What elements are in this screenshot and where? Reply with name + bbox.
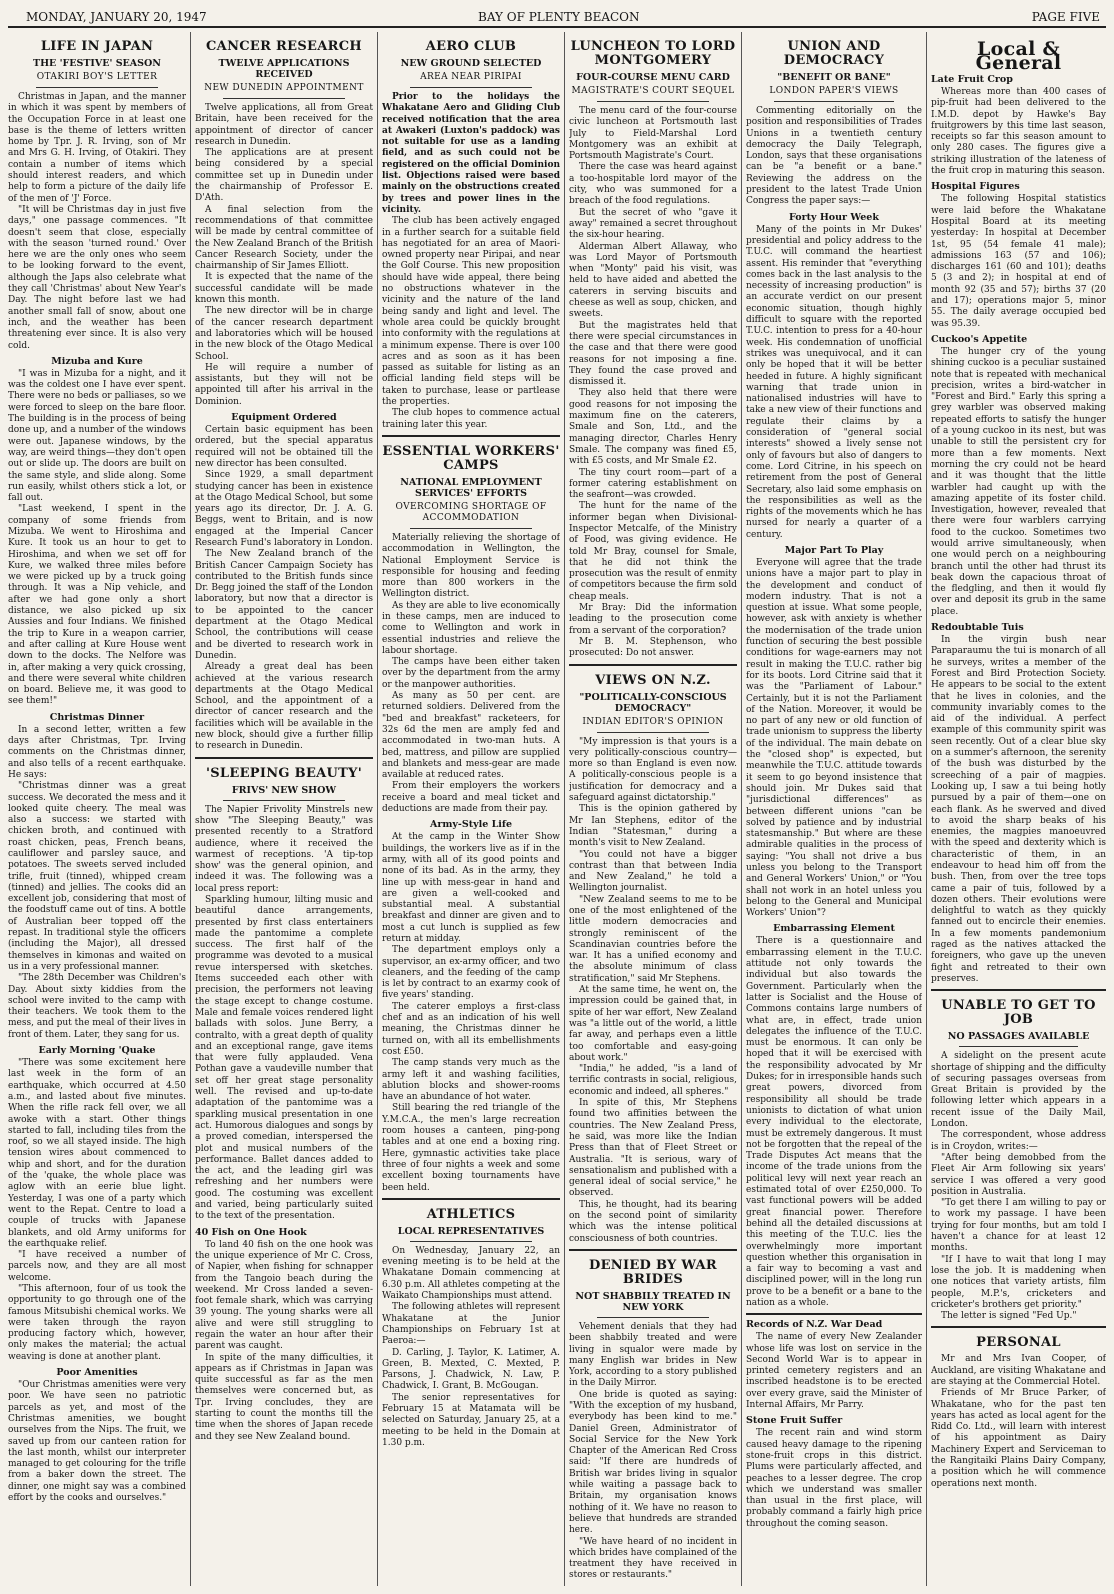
divider [223,800,345,801]
paragraph: Alderman Albert Allaway, who was Lord Mayor of Portsmouth when "Monty" paid his visit, was held to have aided and abetted the caterers in serving biscuits and cheese as well as soup, chicken, and sweets. [569,241,737,320]
divider [959,1046,1078,1047]
subheadline: "POLITICALLY-CONSCIOUS DEMOCRACY" [579,691,727,714]
paragraph: Twelve applications, all from Great Britain, have been received for the appointment of director of cancer research in Dunedin. [195,103,373,147]
subheadline: LOCAL REPRESENTATIVES [397,1225,545,1237]
paragraph: "India," he added, "is a land of terrific contrasts in social, religious, economic and indeed, all spheres." [569,1064,737,1097]
article [746,1313,922,1411]
paragraph: Certain basic equipment has been ordered, but the special apparatus required will not be obtained till the new director has been consulted. [195,425,373,469]
subheadline: FRIVS' NEW SHOW [231,784,337,796]
section-heading: Forty Hour Week [789,211,879,223]
article [931,181,1106,330]
paragraph: "Christmas dinner was a great success. We decorated the mess and it looked quite cheery. The meal was also a success: we started with chicken broth, and continued with roast chicken, peas, French beans, cauliflower and parsley sauce, and potatoes. The sweets served included trifle, fruit (tinned), whipped cream (tinned) and jellies. The cooks did an excellent job, considering that most of the foodstuff came out of tins. A bottle of Australian beer topped off the repast. In traditional style the officers (including the Major), all dressed themselves in kimonas and waited on us in a very professional manner. [8,781,186,972]
subheadline: LONDON PAPER'S VIEWS [769,86,899,96]
headline: UNABLE TO GET TO JOB [941,998,1096,1028]
paragraph: This, he thought, had its bearing on the second point of similarity which was the intense political consciousness of both countries. [569,1199,737,1244]
article [8,1367,186,1504]
paragraph: The department employs only a supervisor, an ex-army officer, and two cleaners, and the feeding of the camp is let by contract to an exarmy cook of five years' standing. [382,945,560,1001]
divider [410,528,532,529]
article [931,334,1106,618]
section-heading: Early Morning 'Quake [38,1045,156,1057]
subheadline: MAGISTRATE'S COURT SEQUEL [571,86,735,96]
paragraph: "The 28th December was Children's Day. About sixty kiddies from the school were invited to the camp with their teachers. We took them to the mess, and put the meal of their lives in front of them. Later, they sang for us. [8,973,186,1040]
paragraph: "You could not have a bigger contrast than that between India and New Zealand," he told a Wellington journalist. [569,849,737,894]
headline: CANCER RESEARCH [206,39,362,54]
paragraph: Vehement denials that they had been shabbily treated and were living in squalor were made by many English war brides in New York, according to a story published in the Daily Mirror. [569,1321,737,1389]
paragraph: Many of the points in Mr Dukes' presidential and policy address to the T.U.C. will command the heartiest assent. His reminder that "everything comes back in the last analysis to the necessity of increasing production" is an accurate verdict on our present economic situation, though highly difficult to square with the reported T.U.C. intention to press for a 40-hour week. His condemnation of unofficial strikes was unequivocal, and it can only be hoped that it will be better heeded in future. A highly significant warning that trade union in nationalised industries will have to take a new view of their functions and regulate their claims by a consideration of "general social interests" showed a lively sense not only of favours but also of dangers to come. Lord Citrine, in his speech on retirement from the post of General Secretary, also laid some emphasis on the responsibilities as well as the rights of the movements which he has nursed for nearly a quarter of a century. [746,224,922,540]
article [8,1045,186,1363]
article [746,1415,922,1530]
paragraph: The new director will be in charge of the cancer research department and laboratories which will be housed in the new block of the Otago Medical School. [195,306,373,362]
section-heading: Army-Style Life [429,819,513,831]
divider [36,87,158,88]
divider [597,1317,709,1318]
paragraph: "Last weekend, I spent in the company of some friends from Mizuba. We went to Hiroshima and Kure. It took us an hour to get to Hiroshima, and when we set off for Kure, we walked three miles before we were picked up by a truck going through. It was a Nip vehicle, and after we had gone only a short distance, we also picked up six Aussies and four Indians. We finished the trip to Kure in a weapon carrier, and after calling at Kure House went down to the docks. The Nelfore was in, after making a very quick crossing, and there were several white children on board. Believe me, it was good to see them!" [8,504,186,707]
section-heading: Mizuba and Kure [51,355,143,367]
subheadline: INDIAN EDITOR'S OPINION [582,716,724,727]
paragraph: At the same time, he went on, the impression could be gained that, in spite of her war effort, New Zealand was "a little out of the world, a little far away, and perhaps even a little too comfortable and easy-going about work." [569,985,737,1063]
paragraph: One bride is quoted as saying: "With the exception of my husband, everybody has been kind to me." Daniel Green, Administrator of Social Service for the New York Chapter of the American Red Cross said: "If there are hundreds of British war brides living in squalor while waiting a passage back to Britain, my organisation knows nothing of it. We have no reason to believe that hundreds are stranded here. [569,1389,737,1536]
article [569,1249,737,1582]
headline: Local & General [975,38,1062,74]
subheadline: FOUR-COURSE MENU CARD [576,72,730,83]
headline: LIFE IN JAPAN [40,39,154,54]
masthead [8,6,1106,28]
subheadline: NATIONAL EMPLOYMENT SERVICES' EFFORTS [400,476,542,499]
paragraph: There the case was heard against a too-hospitable lord mayor of the city, who was summoned for a breach of the food regulations. [569,162,737,207]
paragraph: "To get there I am willing to pay or to work my passage. I have been trying for four months, but am told I haven't a chance for at least 12 months. [931,1198,1106,1254]
article [195,40,373,408]
subheadline: NEW GROUND SELECTED [400,58,542,69]
paragraph: "My impression is that yours is a very politically-conscious country—more so than England is even now. A politically-conscious people is a justification for democracy and a safeguard against dictatorship." [569,736,737,804]
column-6 [931,32,1106,1586]
paragraph: The following Hospital statistics were laid before the Whakatane Hospital Board at its meeting yesterday: In hospital at December 1st, 95 (54 female 41 male); admissions 163 (57 and 106); discharges 161 (60 and 101); deaths 5 (3 and 2); in hospital at end of month 92 (35 and 57); births 37 (20 and 17); operations major 5, minor 55. The daily average occupied bed was 95.39. [931,194,1106,329]
headline: UNION AND DEMOCRACY [783,39,885,68]
subheadline: AREA NEAR PIRIPAI [420,72,522,82]
subheadline: NOT SHABBILY TREATED IN NEW YORK [575,1290,731,1313]
paragraph: Christmas in Japan, and the manner in which it was spent by members of the Occupation Force in at least one base is the theme of letters written home by Tpr. J. R. Irving, son of Mr and Mrs G. H. Irving, of Otakiri. They contain a number of items which should interest readers, and which help to form a picture of the daily life of the men of 'J' Force. [8,92,186,204]
paragraph: "I have received a number of parcels now, and they are all most welcome. [8,1250,186,1283]
paragraph: "After being demobbed from the Fleet Air Arm following six years' service I was offered a very good position in Australia. [931,1152,1106,1197]
paragraph: Still bearing the red triangle of the Y.M.C.A., the men's large recreation room houses a canteen, ping-pong tables and at one end a boxing ring. Here, gymnastic activities take place three of four nights a week and some excellent boxing tournaments have been held. [382,1103,560,1193]
article [195,757,373,1223]
paragraph: "I was in Mizuba for a night, and it was the coldest one I have ever spent. There were no beds or palliases, so we were forced to sleep on the bare floor. The building is in the process of being done up, and a number of the windows were out. Japanese windows, by the way, are weird things—they don't open out or slide up. The doors are built on the same style, and slide along. Some run easily, whilst others stick a lot, or fall out. [8,368,186,504]
headline: AERO CLUB [425,39,517,54]
article [746,545,922,920]
paragraph: In a second letter, written a few days after Christmas, Tpr. Irving comments on the Christmas dinner, and also tells of a recent earthquake. He says: [8,724,186,780]
section-heading: Late Fruit Crop [931,74,1013,85]
article [931,38,1106,74]
paragraph: The following athletes will represent Whakatane at the Junior Championships on February 1st at Paeroa:— [382,1302,560,1347]
article [746,212,922,541]
subheadline: "BENEFIT OR BANE" [777,72,891,83]
section-heading: Major Part To Play [784,544,884,556]
headline: DENIED BY WAR BRIDES [589,1257,717,1287]
lead-paragraph: Prior to the holidays the Whakatane Aero and Gliding Club received notification that the area at Awakeri (Luxton's paddock) was not suitable for use as a landing field, and as such could not be registered on the official Dominion list. Objections raised were based mainly on the obstructions created by trees and power lines in the vicinity. [382,92,560,215]
article [931,622,1106,985]
paragraph: The club has been actively engaged in a further search for a suitable field has negotiated for an area of Maori-owned property near Piripai, and near the Golf Course. This new proposition should have wide appeal, there being no obstructions whatever in the vicinity and the nature of the land being sandy and light and level. The whole area could be quickly brought into conformity with the regulations at a minimum expense. There is over 100 acres and as soon as it has been passed as suitable for listing as an official landing field steps will be taken to purchase, lease or partlease the properties. [382,216,560,408]
paragraph: It is expected that the name of the successful candidate will be made known this month. [195,272,373,306]
paragraph: The camp stands very much as the army left it and washing facilities, ablution blocks and shower-rooms have an abundance of hot water. [382,1058,560,1103]
section-heading: Embarrassing Element [773,923,895,935]
article [746,40,922,208]
paragraph: Commenting editorially on the position and responsibilities of Trades Unions in a twentieth century democracy the Daily Telegraph, London, says that these organisations can be "a benefit or a bane." Reviewing the address on the president to the latest Trade Union Congress the paper says:— [746,106,922,207]
paragraph: D. Carling, J. Taylor, K. Latimer, A. Green, B. Mexted, C. Mexted, P. Parsons, J. Chadwick, N. Law, P. Chadwick, I. Grant, B. McGougan. [382,1347,560,1392]
article [382,40,560,431]
section-heading: Christmas Dinner [49,711,145,723]
subheadline: OVERCOMING SHORTAGE OF ACCOMMODATION [395,501,547,523]
page-number: PAGE FIVE [1031,10,1100,24]
divider [597,101,709,102]
column-5 [746,32,922,1586]
paragraph: Friends of Mr Bruce Parker, of Whakatane, who for the past ten years has acted as local agent for the Ridd Co. Ltd., will learn with interest of his appointment as Dairy Machinery Expert and Serviceman to the Rangitaiki Plains Dairy Company, a position which he will commence operations next month. [931,1388,1106,1489]
paragraph: On Wednesday, January 22, an evening meeting is to be held at the Whakatane Domain commencing at 6.30 p.m. All athletes competing at the Waikato Championships must attend. [382,1245,560,1302]
paragraph: The club hopes to commence actual training later this year. [382,408,560,430]
paragraph: "We have heard of no incident in which brides have complained of the treatment they have received in stores or restaurants." [569,1536,737,1581]
paragraph: The hunger cry of the young shining cuckoo is a peculiar sustained note that is repeated with mechanical precision, writes a bird-watcher in "Forest and Bird." Early this spring a grey warbler was observed making repeated efforts to satisfy the hunger of a young cuckoo in its nest, but was unable to still the persistent cry for more than a few moments. Next morning the cry could not be heard and it was thought that the little warbler had caught up with the amazing appetite of its foster child. Investigation, however, revealed that there were four warblers carrying food to the cuckoo. Sometimes two would arrive simultaneously, when one would perch on a neighbouring branch until the other had thrust its beak down the capacious throat of the fledgling, and then it would fly over and deposit its grub in the same place. [931,346,1106,617]
paragraph: The New Zealand branch of the British Cancer Campaign Society has contributed to the British funds since Dr. Begg joined the staff of the London laboratory, but now that a director is to be appointed to the cancer department at the Otago Medical School, the contributions will cease and be diverted to research work in Dunedin. [195,549,373,661]
headline: ATHLETICS [426,1206,516,1222]
paragraph: "There was some excitement here last week in the form of an earthquake, which occurred at 4.50 a.m., and lasted about five minutes. When the rifle rack fell over, we all awoke with a start. Other things started to fall, including tiles from the roof, so we all stayed inside. The high tension wires about commenced to whip and short, and for the duration of the 'quake, the whole place was aglow with an eerie blue light. Yesterday, I was one of a party which went to the Repat. Centre to load a couple of trucks with Japanese blankets, and old Army uniforms for the earthquake relief. [8,1058,186,1249]
paragraph: The senior representatives for February 15 at Matamata will be selected on Saturday, January 25, at a meeting to be held in the Domain at 1.30 p.m. [382,1392,560,1448]
paragraph: The correspondent, whose address is in Croydon, writes:— [931,1130,1106,1152]
headline: 'SLEEPING BEAUTY' [205,765,363,781]
paragraph: From their employers the workers receive a board and meal ticket and deductions are made from their pay. [382,781,560,815]
column-3 [382,32,560,1586]
divider [223,98,345,99]
article [382,1198,560,1449]
paragraph: "This afternoon, four of us took the opportunity to go through one of the famous Mitsubishi chemical works. We were taken through the rayon producing factory which, however, only makes the material; the actual weaving is done at another plant. [8,1283,186,1362]
paragraph: The applications are at present being considered by a special committee set up in Dunedin under the chairmanship of Professor E. D'Ath. [195,148,373,204]
column-4 [569,32,737,1586]
paragraph: This is the opinion gathered by Mr Ian Stephens, editor of the Indian "Statesman," during a month's visit to New Zealand. [569,804,737,849]
paragraph: The hunt for the name of the informer began when Divisional-Inspector Metcalfe, of the Ministry of Food, was giving evidence. He told Mr Bray, counsel for Smale, that he did not think the prosecution was the result of enmity of competitors because the firm sold cheap meals. [569,501,737,602]
headline: PERSONAL [976,1335,1061,1351]
subheadline: NEW DUNEDIN APPOINTMENT [204,83,364,93]
section-heading: Hospital Figures [931,181,1020,193]
section-heading: Poor Amenities [56,1367,138,1379]
paragraph: The caterer employs a first-class chef and as an indication of his well meaning, the Christmas dinner he turned on, with all its embellishments cost £50. [382,1001,560,1057]
paragraph: They also held that there were good reasons for not imposing the maximum fine on the caterers, Smale and Son, Ltd., and the managing director, Charles Henry Smale. The company was fined £5, with £5 costs, and Mr Smale £2. [569,388,737,467]
paragraph: In spite of the many difficulties, it appears as if Christmas in Japan was quite successful as far as the men themselves were concerned but, as Tpr. Irving concludes, they are starting to count the months till the time when the shores of Japan recede and they see New Zealand bound. [195,1352,373,1442]
paragraph: He will require a number of assistants, but they will not be appointed till after his arrival in the Dominion. [195,362,373,407]
paragraph: Materially relieving the shortage of accommodation in Wellington, the National Employment Service is responsible for housing and feeding more than 800 workers in the Wellington district. [382,532,560,600]
section-heading: Equipment Ordered [231,412,337,424]
headline: VIEWS ON N.Z. [595,672,711,688]
headline: ESSENTIAL WORKERS' CAMPS [382,443,560,473]
newspaper-title: BAY OF PLENTY BEACON [478,10,640,24]
paragraph: The Napier Frivolity Minstrels new show "The Sleeping Beauty," was presented recently to a Stratford audience, where it received the warmest of receptions. 'A tip-top show' was the general opinion, and indeed it was. The following was a local press report: [195,804,373,894]
section-heading: Records of N.Z. War Dead [746,1319,883,1331]
issue-date: MONDAY, JANUARY 20, 1947 [26,10,207,24]
paragraph: But the secret of who "gave it away" remained a secret throughout the six-hour hearing. [569,207,737,241]
column-1 [8,32,186,1586]
section-heading: Stone Fruit Suffer [746,1415,843,1427]
section-heading: Redoubtable Tuis [931,622,1024,634]
paragraph: In spite of this, Mr Stephens found two affinities between the countries. The New Zealand Press, he said, was more like the Indian Press than that of Fleet Street or Australia. "It is serious, wary of sensationalism and published with a general ideal of social service," he observed. [569,1098,737,1199]
paragraph: The recent rain and wind storm caused heavy damage to the ripening stone-fruit crops in this district. Plums were particularly affected, and peaches to a lesser degree. The crop which we understand was smaller than usual in the first place, will probably command a fairly high price throughout the coming season. [746,1428,922,1529]
paragraph: Sparkling humour, lilting music and beautiful dance arrangements, presented by first class entertainers made the pantomime a complete success. The first half of the programme was devoted to a musical revue interspersed with sketches. Items succeeded each other with precision, the performers not leaving the stage except to change costume. Male and female voices rendered light ballads with solos. June Berry, a contralto, with a great depth of quality and an exceptional range, gave items that were fully applauded. Vena Pothan gave a vaudeville number that set off her great stage personality well. The revised and up-to-date adaptation of the pantomime was a sparkling musical presentation in one act. Humorous dialogues and songs by a proved comedian, interspersed the plot and musical numbers of the performance. Ballet dances added to the act, and the leading girl was refreshing and her numbers were good. The costuming was excellent and varied, being particularly suited to the text of the presentation. [195,895,373,1222]
paragraph: As they are able to live economically in these camps, men are induced to come to Wellington and work in essential industries and relieve the labour shortage. [382,600,560,656]
paragraph: "Our Christmas amenities were very poor. We have seen no patriotic parcels as yet, and most of the Christmas amenities, we bought ourselves from the Nips. The fruit, we saved up from our canteen ration for the last month, whilst our interpreter managed to get colouring for the trifle from a baker down the street. The dinner, one might say was a combined effort by the cooks and ourselves." [8,1380,186,1504]
paragraph: Since 1929, a small department studying cancer has been in existence at the Otago Medical School, but some years ago its director, Dr. J. A. G. Beggs, went to Britain, and is now engaged at the Imperial Cancer Research Fund's laboratory in London. [195,470,373,548]
divider [774,101,894,102]
paragraph: "New Zealand seems to me to be one of the most enlightened of the little modern democracies and strongly reminiscent of the Scandinavian countries before the war. It has a unified economy and the absolute minimum of class stratification," said Mr Stephens. [569,894,737,984]
article [8,40,186,352]
paragraph: Already a great deal has been achieved at the various research departments at the Otago Medical School, and the appointment of a director of cancer research and the facilities which will be available in the new block, should give a further fillip to research in Dunedin. [195,662,373,752]
paragraph: Mr B. M. Stephenson, who prosecuted: Do not answer. [569,636,737,659]
subheadline: THE 'FESTIVE' SEASON [33,58,161,69]
article [569,664,737,1245]
article [195,1227,373,1443]
paragraph: "If I have to wait that long I may lose the job. It is maddening when one notices that variety artists, film people, M.P.'s, cricketers and cricketer's brothers get priority." [931,1254,1106,1310]
divider [597,732,709,733]
article [382,435,560,815]
paragraph: But the magistrates held that there were special circumstances in the case and that there were good reasons for not imposing a fine. They found the case proved and dismissed it. [569,320,737,388]
subheadline: OTAKIRI BOY'S LETTER [36,72,158,82]
paragraph: Mr and Mrs Ivan Cooper, of Auckland, are visiting Whakatane and are staying at the Commercial Hotel. [931,1354,1106,1387]
paragraph: Whereas more than 400 cases of pip-fruit had been delivered to the I.M.D. depot by Hawke's Bay fruitgrowers by this time last season, receipts so far this season amount to only 280 cases. The figures give a striking illustration of the lateness of the fruit crop in maturing this season. [931,87,1106,177]
divider [410,87,532,88]
article [569,40,737,660]
article [195,412,373,753]
article [931,1326,1106,1490]
section-heading: 40 Fish on One Hook [195,1226,307,1238]
paragraph: The camps have been either taken over by the department from the army or the manpower authorities. [382,657,560,690]
paragraph: The menu card of the four-course civic luncheon at Portsmouth last July to Field-Marshal Lord Montgomery was an exhibit at Portsmouth Magistrate's Court. [569,106,737,162]
article [8,356,186,708]
paragraph: At the camp in the Winter Show buildings, the workers live as if in the army, with all of its good points and none of its bad. As in the army, they line up with mess-gear in hand and are given a well-cooked and substantial meal. A substantial breakfast and dinner are given and to most a cut lunch is supplied as few return at midday. [382,832,560,944]
article [931,74,1106,177]
subheadline: TWELVE APPLICATIONS RECEIVED [218,58,350,80]
paragraph: The name of every New Zealander whose life was lost on service in the Second World War is to appear in printed cemetery registers and an inscribed headstone is to be erected over every grave, said the Minister of Internal Affairs, Mr Parry. [746,1332,922,1411]
paragraph: In the virgin bush near Paraparaumu the tui is monarch of all he surveys, writes a member of the Forest and Bird Protection Society. He appears to be social to the extent that he lives in colonies, and the community invariably comes to the aid of the individual. A perfect example of this community spirit was seen recently. Out of a clear blue sky on a summer's afternoon, the serenity of the bush was disturbed by the screeching of a pair of magpies. Looking up, I saw a tui being hotly pursued by a pair of them—one on each flank. As he swerved and dived to avoid the sharp beaks of his enemies, the magpies manoeuvred with the speed and dexterity which is characteristic of them, in an endeavour to head him off from the bush. Then, from over the tree tops came a pair of tuis, followed by a dozen others. Their evolutions were delightful to watch as they quickly fanned out to encircle their enemies. In a few moments pandemonium raged as the natives attacked the foreigners, who gave up the uneven fight and retreated to their own preserves. [931,635,1106,984]
paragraph: As many as 50 per cent. are returned soldiers. Delivered from the "bed and breakfast" racketeers, for 32s 6d the men are amply fed and accommodated in two-man huts. A bed, mattress, and pillow are supplied and blankets and mess-gear are made available at reduced rates. [382,691,560,781]
paragraph: A final selection from the recommendations of that committee will be made by central committee of the New Zealand Branch of the British Cancer Research Society, under the chairmanship of Sir James Elliott. [195,204,373,272]
paragraph: To land 40 fish on the one hook was the unique experience of Mr C. Cross, of Napier, when fishing for schnapper from the Tangoio beach during the weekend. Mr Cross landed a seven-foot female shark, which was carrying 39 young. The young sharks were all alive and were still struggling to regain the water an hour after their parent was caught. [195,1239,373,1352]
article [931,989,1106,1322]
paragraph: The tiny court room—part of a former catering establishment on the seafront—was crowded. [569,467,737,501]
paragraph: A sidelight on the present acute shortage of shipping and the difficulty of securing passages overseas from Great Britain is provided by the following letter which appears in a recent issue of the Daily Mail, London. [931,1051,1106,1130]
paragraph: Everyone will agree that the trade unions have a major part to play in the development and conduct of modern industry. That is not a question at issue. What some people, however, ask with anxiety is whether the modernisation of the trade union function of securing the best possible conditions for wage-earners may not result in making the T.U.C. rather big for its boots. Lord Citrine said that it was the "Parliament of Labour." Certainly, but it is not the Parliament of the Nation. Moreover, it would be no part of any new or old function of trade unionism to suppress the liberty of the individual. The main debate on the "closed shop" is expected, but meanwhile the T.U.C. attitude towards it seem to go beyond insistence that should join. Mr Dukes said that "jurisdictional differences" as between different unions "can be solved by patience and by industrial statesmanship." But where are these admirable qualities in the process of saying: "You shall not drive a bus unless you belong to the Transport and General Workers' Union," or "You shall not work in an hotel unless you belong to the General and Municipal Workers' Union"? [746,557,922,919]
paragraph: Mr Bray: Did the information leading to the prosecution come from a servant of the corporation? [569,603,737,636]
divider [410,1241,532,1242]
subheadline: NO PASSAGES AVAILABLE [947,1031,1090,1043]
section-heading: Cuckoo's Appetite [931,333,1028,345]
article [8,712,186,1041]
paragraph: The letter is signed "Fed Up." [941,1311,1077,1322]
paragraph: "It will be Christmas day in just five days," one passage commences. "It doesn't seem that close, especially with the season 'turned round.' Over here we are the only ones who seem to be looking forward to the event, although the Japs also celebrate what they call 'Christmas' about New Year's Day. The night before last we had another small fall of snow, about one inch, and the weather has been threatening ever since. It is also very cold. [8,204,186,351]
column-2 [195,32,373,1586]
article [746,923,922,1309]
article [382,819,560,1194]
headline: LUNCHEON TO LORD MONTGOMERY [570,39,736,68]
paragraph: There is a questionnaire and embarrassing element in the T.U.C. attitude not only towards the individual but also towards the Government. Particularly when the latter is Socialist and the House of Commons contains large numbers of what are, in effect, trade union delegates the influence of the T.U.C. must be enormous. It can only be hoped that it will be exercised with the responsibility advocated by Mr Dukes; for in irresponsible hands such great powers, divorced from responsibility all should be trade unionists to dictation of what union every individual to the electorate, must be extremely dangerous. It must not be forgotten that the repeal of the Trade Disputes Act means that the income of the trade unions from the political levy will next year reach an estimated total of over £250,000. To vast functional powers will be added great financial power. Therefore behind all the detailed discussions at this meeting of the T.U.C. lies the overwhelmingly more important question whether this organisation in a fair way to becoming a vast and disciplined power, will in the long run prove to be a benefit or a bane to the nation as a whole. [746,936,922,1308]
